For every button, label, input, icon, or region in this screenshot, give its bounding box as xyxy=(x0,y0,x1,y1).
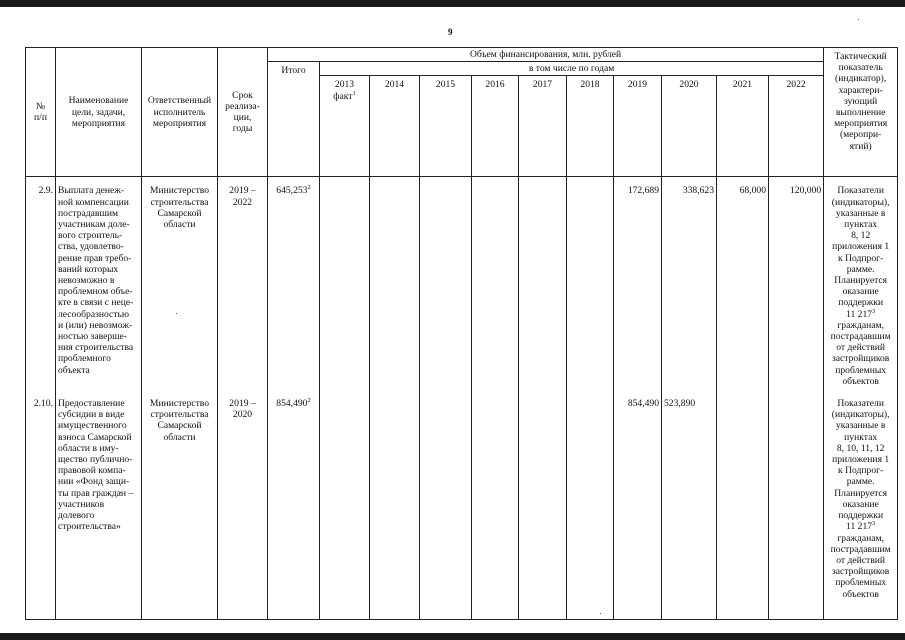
row-value-2015 xyxy=(420,177,472,388)
row-value-2013 xyxy=(320,388,370,620)
row-value-2022: 120,000 xyxy=(769,177,824,388)
scan-speck xyxy=(858,19,859,20)
header-year: 2021 xyxy=(717,76,769,177)
header-year: 2016 xyxy=(472,76,519,177)
row-executor: Министерство строительства Самарской области xyxy=(142,388,218,620)
row-value-2021: 68,000 xyxy=(717,177,769,388)
header-year: 2019 xyxy=(614,76,662,177)
table-row xyxy=(26,177,898,388)
row-term: 2019 – 2020 xyxy=(218,388,268,620)
row-total: 854,490$^2$ xyxy=(268,388,320,620)
page-number: 9 xyxy=(448,27,453,37)
row-value-2017 xyxy=(519,177,567,388)
table-row xyxy=(26,388,898,620)
row-value-2017 xyxy=(519,388,567,620)
header-year: 2015 xyxy=(420,76,472,177)
row-value-2014 xyxy=(370,177,420,388)
header-term: Срок реализа- ции, годы xyxy=(218,48,268,177)
row-total: 645,253$^2$ xyxy=(268,177,320,388)
row-value-2021 xyxy=(717,388,769,620)
row-value-2013 xyxy=(320,177,370,388)
row-value-2016 xyxy=(472,177,519,388)
row-value-2015 xyxy=(420,388,472,620)
row-executor: Министерство строительства Самарской области xyxy=(142,177,218,388)
row-indicator: Показатели (индикаторы), указанные в пунктах 8, 10, 11, 12 приложения 1 к Подпрог- рамме. Планируется оказание поддержки 11 $217^3$ гражданам, пострадавшим от действий застройщиков проблемных объектов xyxy=(824,388,898,620)
row-number: 2.9. xyxy=(26,177,56,388)
header-year: 2022 xyxy=(769,76,824,177)
row-value-2018 xyxy=(567,177,614,388)
scan-top-border xyxy=(0,0,905,7)
row-value-2022 xyxy=(769,388,824,620)
header-year: 2020 xyxy=(662,76,717,177)
header-financing: Объем финансирования, млн. рублей xyxy=(268,48,824,62)
row-name: Выплата денеж- ной компенсации пострадавшим участникам доле- вого строитель- ства, удовлетво- рение прав требо- ваний которых невозможно в проблемном объе- кте в связи с неце- лесообразностью и (или) невозмож- ностью заверше- ния строительства проблемного объекта xyxy=(56,177,142,388)
row-value-2018 xyxy=(567,388,614,620)
row-indicator: Показатели (индикаторы), указанные в пунктах 8, 12 приложения 1 к Подпрог- рамме. Планируется оказание поддержки 11 $217^3$ гражданам, пострадавшим от действий застройщиков проблемных объектов xyxy=(824,177,898,388)
row-name: Предоставление субсидии в виде имущественного взноса Самарской области в иму- щество публично- правовой компа- нии «Фонд защи- ты прав граждан – участников долевого строительства» xyxy=(56,388,142,620)
row-value-2019: 172,689 xyxy=(614,177,662,388)
row-value-2020: 338,623 xyxy=(662,177,717,388)
row-value-2014 xyxy=(370,388,420,620)
header-num: № п/п xyxy=(26,48,56,177)
financing-table xyxy=(25,47,898,620)
header-year: 2014 xyxy=(370,76,420,177)
header-indicator: Тактический показатель (индикатор), характери- зующий выполнение мероприятия (меропри- ятий) xyxy=(824,48,898,177)
row-number: 2.10. xyxy=(26,388,56,620)
header-executor: Ответственный исполнитель мероприятия xyxy=(142,48,218,177)
row-value-2019: 854,490 xyxy=(614,388,662,620)
scan-bottom-border xyxy=(0,633,905,640)
row-value-2016 xyxy=(472,388,519,620)
header-year: 2018 xyxy=(567,76,614,177)
header-name: Наименование цели, задачи, мероприятия xyxy=(56,48,142,177)
row-value-2020: 523,890 xyxy=(662,388,717,620)
header-year: 2017 xyxy=(519,76,567,177)
row-term: 2019 – 2022 xyxy=(218,177,268,388)
header-year-2013: 2013 факт$^1$ xyxy=(320,76,370,177)
header-by-years: в том числе по годам xyxy=(320,62,824,76)
header-total: Итого xyxy=(268,62,320,177)
